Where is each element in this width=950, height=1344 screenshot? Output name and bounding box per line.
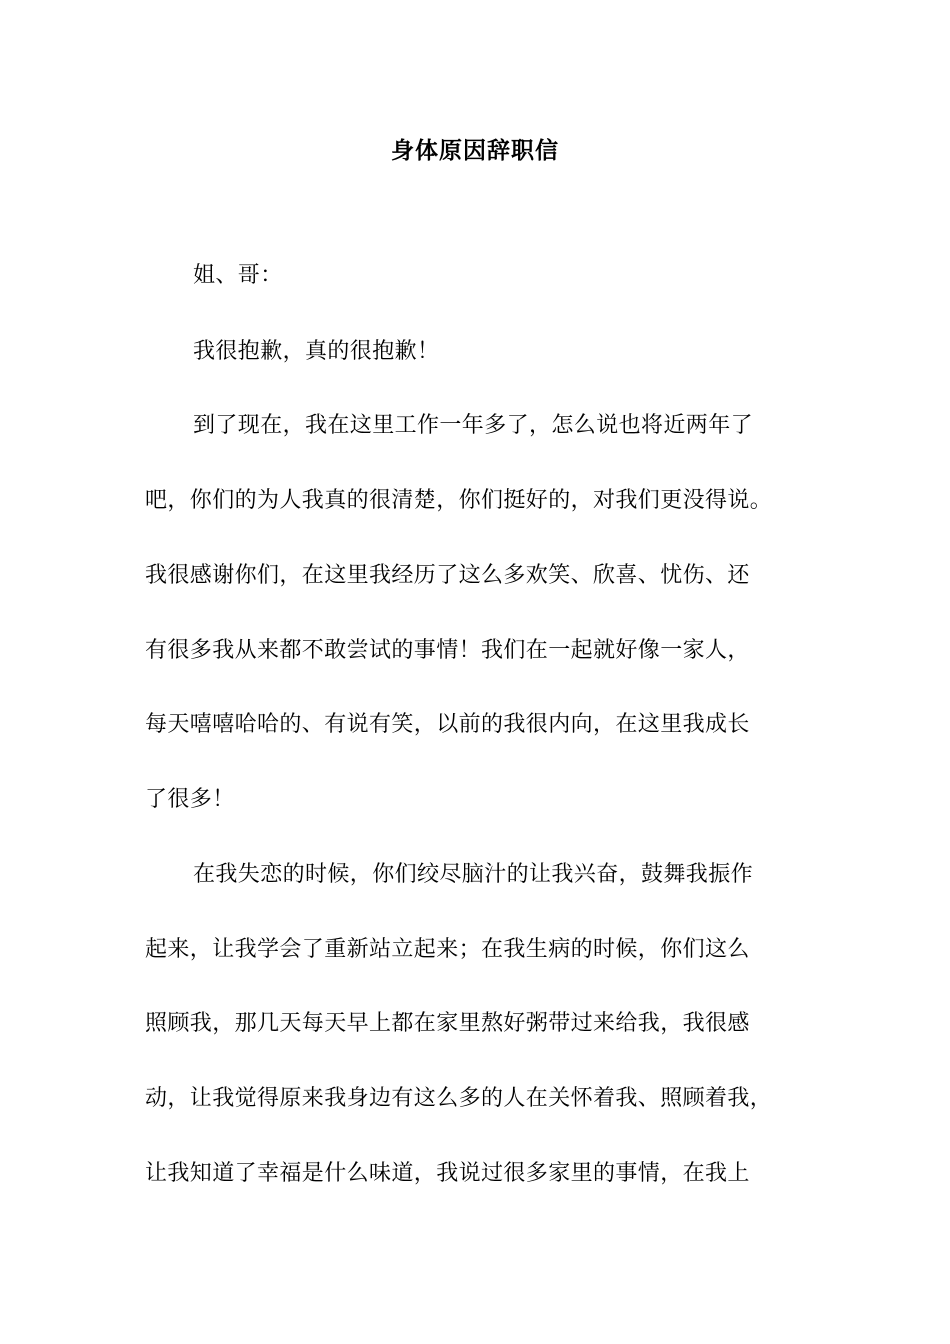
- paragraph-line: 让我知道了幸福是什么味道，我说过很多家里的事情，在我上: [145, 1161, 750, 1186]
- paragraph-line: 吧，你们的为人我真的很清楚，你们挺好的，对我们更没得说。: [145, 488, 773, 513]
- paragraph-line: 我很抱歉，真的很抱歉！: [193, 339, 440, 364]
- paragraph-line: 有很多我从来都不敢尝试的事情！我们在一起就好像一家人，: [145, 638, 750, 663]
- paragraph-line: 我很感谢你们，在这里我经历了这么多欢笑、欣喜、忧伤、还: [145, 563, 750, 588]
- paragraph-line: 动，让我觉得原来我身边有这么多的人在关怀着我、照顾着我，: [145, 1086, 773, 1111]
- salutation-line: 姐、哥：: [193, 263, 283, 288]
- paragraph-line: 到了现在，我在这里工作一年多了，怎么说也将近两年了: [193, 413, 754, 438]
- paragraph-line: 起来，让我学会了重新站立起来；在我生病的时候，你们这么: [145, 937, 750, 962]
- document-title: 身体原因辞职信: [391, 138, 559, 164]
- paragraph-line: 每天嘻嘻哈哈的、有说有笑，以前的我很内向，在这里我成长: [145, 712, 750, 737]
- paragraph-line: 在我失恋的时候，你们绞尽脑汁的让我兴奋，鼓舞我振作: [193, 862, 754, 887]
- paragraph-line: 了很多！: [145, 787, 235, 812]
- paragraph-line: 照顾我，那几天每天早上都在家里熬好粥带过来给我，我很感: [145, 1011, 750, 1036]
